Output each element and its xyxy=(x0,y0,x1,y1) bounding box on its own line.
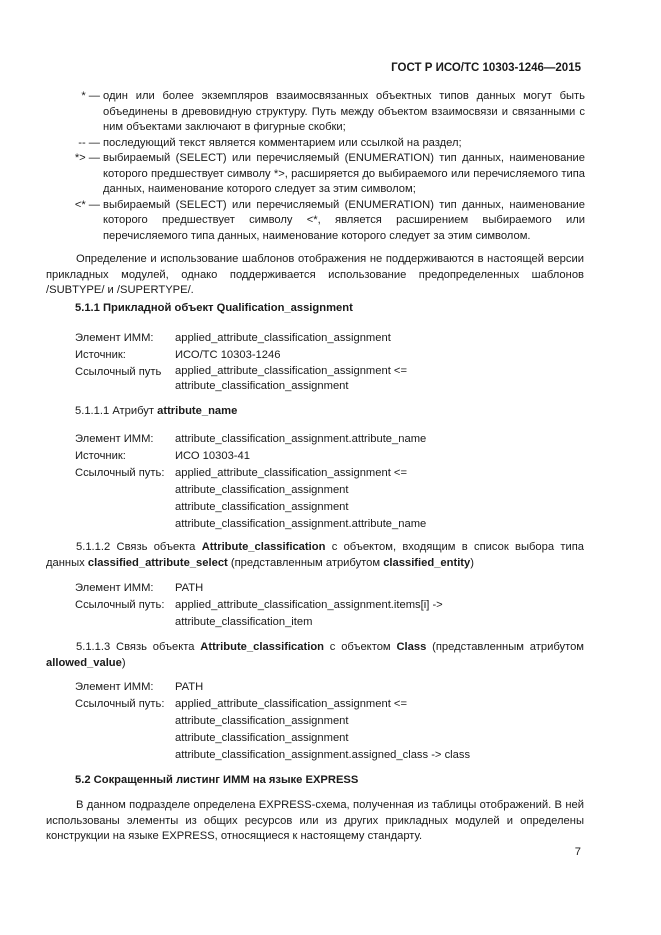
section-5-1-1-3-heading xyxy=(46,640,584,671)
mapping-row xyxy=(75,448,426,465)
heading-class: Class xyxy=(396,641,427,653)
row-value: attribute_classification_item xyxy=(175,616,313,628)
mapping-row xyxy=(75,330,407,347)
section-5-1-1-heading: 5.1.1 Прикладной объект Qualification_assignment xyxy=(75,302,353,314)
heading-text: 5.1.1.3 Связь объекта xyxy=(76,641,201,653)
row-value: attribute_classification_assignment.assigned_class -> class xyxy=(175,749,471,761)
mapping-row xyxy=(75,347,407,364)
row-value: applied_attribute_classification_assignment <= xyxy=(175,467,407,479)
section-5-1-1-2-heading xyxy=(46,540,584,571)
section-5-1-1-1-heading xyxy=(75,405,237,417)
mapping-row xyxy=(75,597,443,631)
mapping-table-5-1-1-3 xyxy=(75,679,470,764)
mapping-row xyxy=(75,431,426,448)
row-value: ИСО 10303-41 xyxy=(175,450,250,462)
mapping-templates-paragraph: Определение и использование шаблонов отображения не поддерживаются в настоящей версии прикладных модулей, однако поддерживается использование предопределенных шаблонов /SUBTYPE/ и /SUPERTYPE/. xyxy=(46,253,584,296)
row-label: Ссылочный путь: xyxy=(75,467,165,479)
definition-item xyxy=(60,198,585,245)
row-label: Источник: xyxy=(75,349,126,361)
definition-item xyxy=(60,151,585,198)
heading-attribute: attribute_name xyxy=(157,405,238,417)
mapping-row xyxy=(75,679,470,696)
row-value: attribute_classification_assignment xyxy=(175,732,349,744)
row-value: applied_attribute_classification_assignment <= xyxy=(175,365,407,377)
row-label: Элемент ИММ: xyxy=(75,332,154,344)
mapping-row xyxy=(75,580,443,597)
heading-text: ) xyxy=(121,656,126,669)
row-value: attribute_classification_assignment xyxy=(175,380,349,392)
row-label: Элемент ИММ: xyxy=(75,582,154,594)
definition-text: один или более экземпляров взаимосвязанных объектных типов данных могут быть объединены в древовидную структуру. Путь между объектом взаимосвязи и связанными с ним объектами заключают в фигурные скобки; xyxy=(103,90,585,133)
row-value: PATH xyxy=(175,582,204,594)
heading-select-type: classified_attribute_select xyxy=(87,556,228,569)
heading-text: с объектом, входящим в список выбора типа данных xyxy=(46,541,584,569)
row-value: attribute_classification_assignment xyxy=(175,715,349,727)
definition-item xyxy=(60,136,585,152)
row-value: applied_attribute_classification_assignment.items[i] -> xyxy=(175,599,443,611)
row-value: attribute_classification_assignment xyxy=(175,484,349,496)
mapping-row xyxy=(75,465,426,533)
heading-text: (представленным атрибутом xyxy=(426,641,585,653)
notation-definitions xyxy=(60,89,585,244)
heading-text: (представленным атрибутом xyxy=(227,556,384,569)
row-value: attribute_classification_assignment.attribute_name xyxy=(175,433,427,445)
heading-entity: Attribute_classification xyxy=(201,541,326,553)
heading-entity: Attribute_classification xyxy=(200,641,324,653)
heading-text: ) xyxy=(470,556,474,569)
document-header: ГОСТ Р ИСО/ТС 10303-1246—2015 xyxy=(391,62,581,74)
row-label: Источник: xyxy=(75,450,126,462)
definition-symbol: *> — xyxy=(74,152,100,164)
row-value: ИСО/ТС 10303-1246 xyxy=(175,349,281,361)
row-value: attribute_classification_assignment.attribute_name xyxy=(175,518,427,530)
definition-item xyxy=(60,89,585,136)
heading-attribute: classified_entity xyxy=(383,556,471,569)
mapping-table-5-1-1-1 xyxy=(75,431,426,533)
mapping-row xyxy=(75,364,407,394)
page-number: 7 xyxy=(574,846,581,858)
row-label: Элемент ИММ: xyxy=(75,433,154,445)
row-label: Ссылочный путь xyxy=(75,366,162,378)
heading-text: с объектом xyxy=(324,641,397,653)
definition-symbol: * — xyxy=(81,90,100,102)
heading-text: 5.1.1.2 Связь объекта xyxy=(76,541,202,553)
definition-text: последующий текст является комментарием или ссылкой на раздел; xyxy=(103,136,462,149)
row-label: Элемент ИММ: xyxy=(75,681,154,693)
heading-text: 5.1.1.1 Атрибут xyxy=(75,405,158,417)
row-label: Ссылочный путь: xyxy=(75,698,165,710)
definition-text: выбираемый (SELECT) или перечисляемый (ENUMERATION) тип данных, наименование которого предшествует символу <*, является расширением выбираемого или перечисляемого типа данных, наименование которого следует за этим символом. xyxy=(103,198,585,242)
heading-attribute: allowed_value xyxy=(46,656,122,669)
definition-text: выбираемый (SELECT) или перечисляемый (ENUMERATION) тип данных, наименование которого предшествует символу *>, расширяется до выбираемого или перечисляемого типа данных, наименование которого следует за этим символом; xyxy=(103,152,585,195)
section-5-2-paragraph: В данном подразделе определена EXPRESS-схема, полученная из таблицы отображений. В ней использованы элементы из общих ресурсов или из других прикладных модулей и определены конструкции на языке EXPRESS, относящиеся к настоящему стандарту. xyxy=(46,799,584,842)
row-value: applied_attribute_classification_assignment <= xyxy=(175,698,407,710)
row-value: PATH xyxy=(175,681,204,693)
row-value: applied_attribute_classification_assignment xyxy=(175,332,391,344)
mapping-table-5-1-1 xyxy=(75,330,407,394)
definition-symbol: -- — xyxy=(78,136,100,149)
section-5-2-heading: 5.2 Сокращенный листинг ИММ на языке EXPRESS xyxy=(75,774,359,786)
row-value: attribute_classification_assignment xyxy=(175,501,349,513)
mapping-table-5-1-1-2 xyxy=(75,580,443,631)
row-label: Ссылочный путь: xyxy=(75,599,165,611)
mapping-row xyxy=(75,696,470,764)
definition-symbol: <* — xyxy=(74,198,100,211)
